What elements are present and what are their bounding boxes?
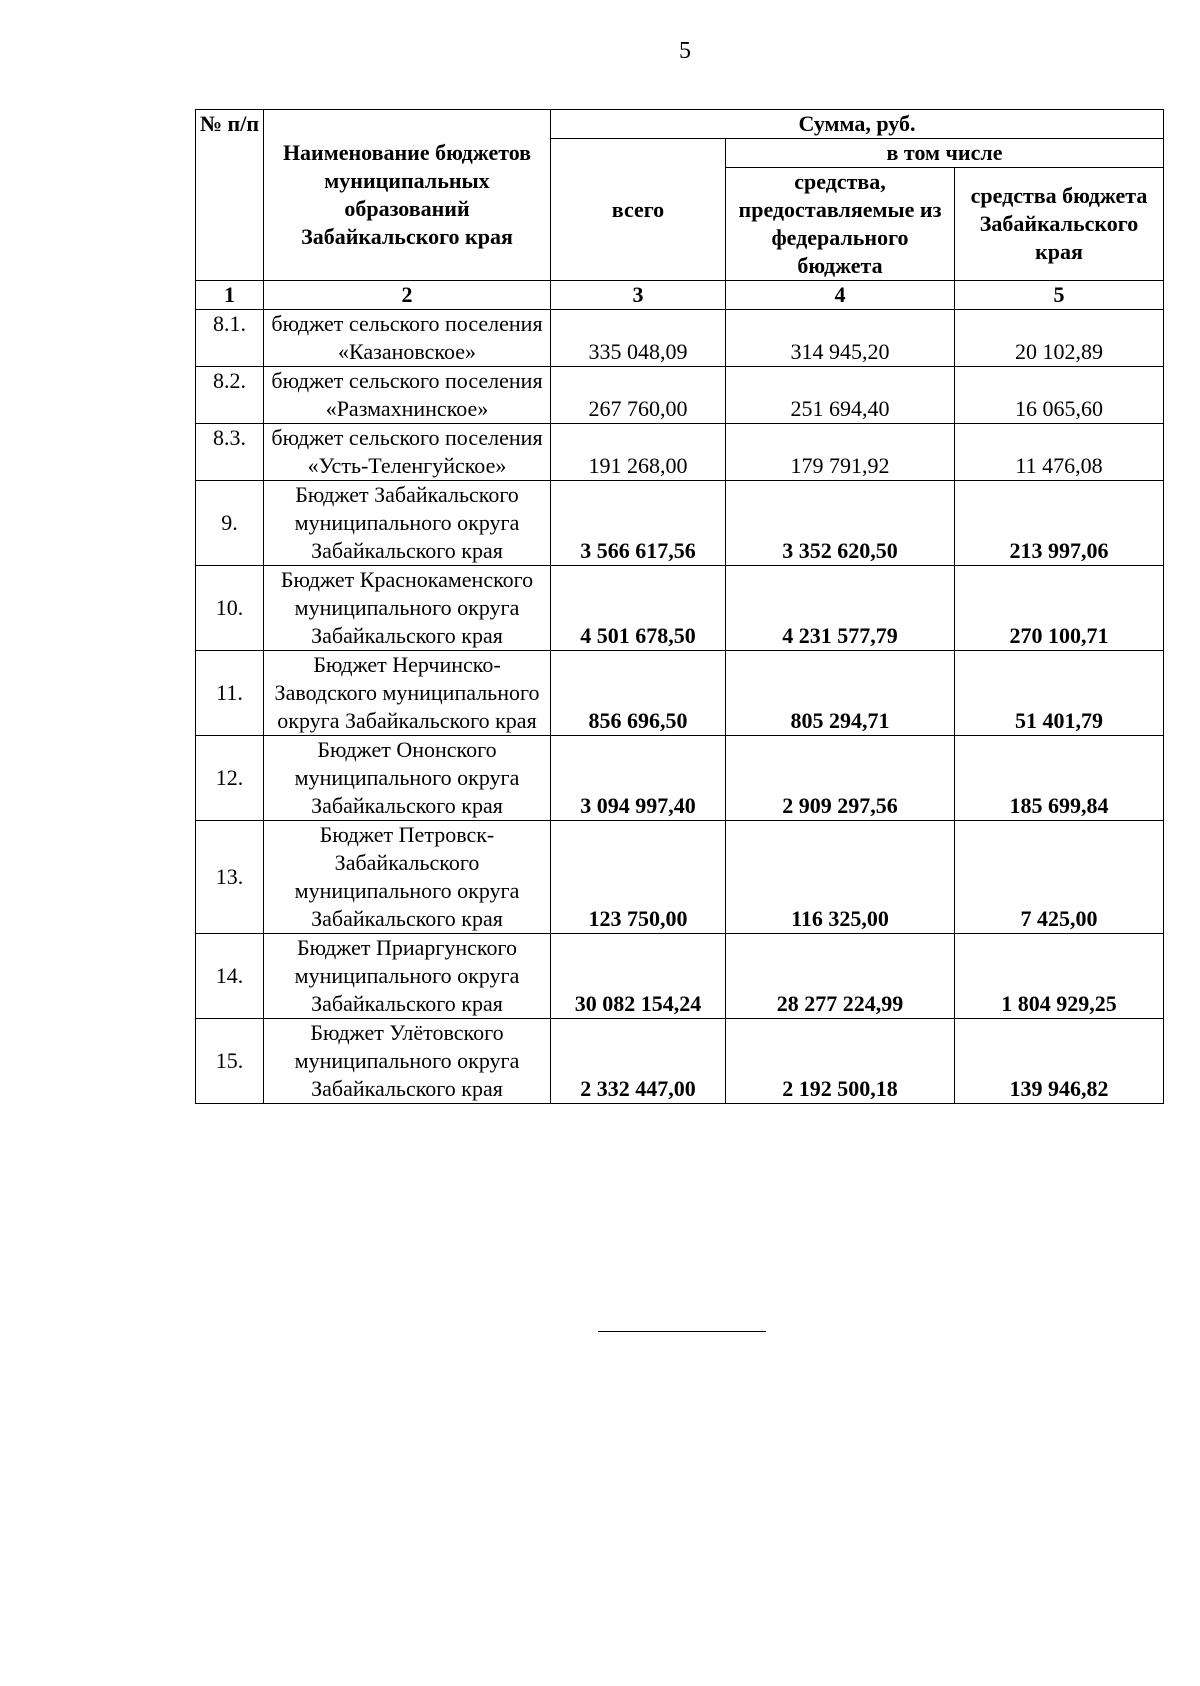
table-row bbox=[196, 651, 1164, 736]
budget-name: Бюджет Петровск-Забайкальского муниципального округа Забайкальского края bbox=[264, 821, 551, 934]
federal-amount: 314 945,20 bbox=[726, 310, 955, 367]
total-amount: 856 696,50 bbox=[551, 651, 726, 736]
header-no: № п/п bbox=[196, 110, 264, 281]
table-row bbox=[196, 934, 1164, 1019]
regional-amount: 270 100,71 bbox=[955, 566, 1164, 651]
row-number: 8.3. bbox=[196, 424, 264, 481]
federal-amount: 28 277 224,99 bbox=[726, 934, 955, 1019]
table-row bbox=[196, 566, 1164, 651]
federal-amount: 179 791,92 bbox=[726, 424, 955, 481]
column-number: 1 bbox=[196, 281, 264, 310]
regional-amount: 11 476,08 bbox=[955, 424, 1164, 481]
federal-amount: 805 294,71 bbox=[726, 651, 955, 736]
total-amount: 3 094 997,40 bbox=[551, 736, 726, 821]
federal-amount: 116 325,00 bbox=[726, 821, 955, 934]
column-number: 5 bbox=[955, 281, 1164, 310]
federal-amount: 2 192 500,18 bbox=[726, 1019, 955, 1104]
budget-name: бюджет сельского поселения «Усть-Теленгуйское» bbox=[264, 424, 551, 481]
header-name: Наименование бюджетов муниципальных образований Забайкальского края bbox=[264, 110, 551, 281]
total-amount: 267 760,00 bbox=[551, 367, 726, 424]
total-amount: 3 566 617,56 bbox=[551, 481, 726, 566]
total-amount: 191 268,00 bbox=[551, 424, 726, 481]
header-including: в том числе bbox=[726, 139, 1164, 168]
total-amount: 4 501 678,50 bbox=[551, 566, 726, 651]
column-number: 4 bbox=[726, 281, 955, 310]
budget-name: Бюджет Улётовского муниципального округа Забайкальского края bbox=[264, 1019, 551, 1104]
end-separator-line bbox=[598, 1331, 766, 1332]
total-amount: 123 750,00 bbox=[551, 821, 726, 934]
table-row bbox=[196, 1019, 1164, 1104]
regional-amount: 1 804 929,25 bbox=[955, 934, 1164, 1019]
budget-name: Бюджет Ононского муниципального округа Забайкальского края bbox=[264, 736, 551, 821]
row-number: 8.1. bbox=[196, 310, 264, 367]
table-row bbox=[196, 481, 1164, 566]
total-amount: 30 082 154,24 bbox=[551, 934, 726, 1019]
federal-amount: 4 231 577,79 bbox=[726, 566, 955, 651]
column-number: 2 bbox=[264, 281, 551, 310]
table-row bbox=[196, 736, 1164, 821]
row-number: 12. bbox=[196, 736, 264, 821]
header-total: всего bbox=[551, 139, 726, 281]
regional-amount: 51 401,79 bbox=[955, 651, 1164, 736]
table-row bbox=[196, 367, 1164, 424]
row-number: 11. bbox=[196, 651, 264, 736]
table-row bbox=[196, 310, 1164, 367]
header-regional: средства бюджета Забайкальского края bbox=[955, 168, 1164, 281]
column-number: 3 bbox=[551, 281, 726, 310]
regional-amount: 139 946,82 bbox=[955, 1019, 1164, 1104]
table-row bbox=[196, 821, 1164, 934]
federal-amount: 251 694,40 bbox=[726, 367, 955, 424]
total-amount: 335 048,09 bbox=[551, 310, 726, 367]
budget-table bbox=[195, 109, 1164, 1104]
page-number: 5 bbox=[679, 38, 691, 64]
row-number: 14. bbox=[196, 934, 264, 1019]
budget-name: бюджет сельского поселения «Размахнинское» bbox=[264, 367, 551, 424]
row-number: 9. bbox=[196, 481, 264, 566]
budget-name: бюджет сельского поселения «Казановское» bbox=[264, 310, 551, 367]
table-row bbox=[196, 424, 1164, 481]
federal-amount: 2 909 297,56 bbox=[726, 736, 955, 821]
budget-name: Бюджет Забайкальского муниципального округа Забайкальского края bbox=[264, 481, 551, 566]
regional-amount: 7 425,00 bbox=[955, 821, 1164, 934]
federal-amount: 3 352 620,50 bbox=[726, 481, 955, 566]
regional-amount: 185 699,84 bbox=[955, 736, 1164, 821]
regional-amount: 20 102,89 bbox=[955, 310, 1164, 367]
regional-amount: 213 997,06 bbox=[955, 481, 1164, 566]
row-number: 10. bbox=[196, 566, 264, 651]
header-federal: средства, предоставляемые из федерального бюджета bbox=[726, 168, 955, 281]
row-number: 8.2. bbox=[196, 367, 264, 424]
budget-name: Бюджет Нерчинско-Заводского муниципального округа Забайкальского края bbox=[264, 651, 551, 736]
budget-name: Бюджет Краснокаменского муниципального округа Забайкальского края bbox=[264, 566, 551, 651]
row-number: 15. bbox=[196, 1019, 264, 1104]
total-amount: 2 332 447,00 bbox=[551, 1019, 726, 1104]
regional-amount: 16 065,60 bbox=[955, 367, 1164, 424]
header-sum: Сумма, руб. bbox=[551, 110, 1164, 139]
budget-name: Бюджет Приаргунского муниципального округа Забайкальского края bbox=[264, 934, 551, 1019]
row-number: 13. bbox=[196, 821, 264, 934]
